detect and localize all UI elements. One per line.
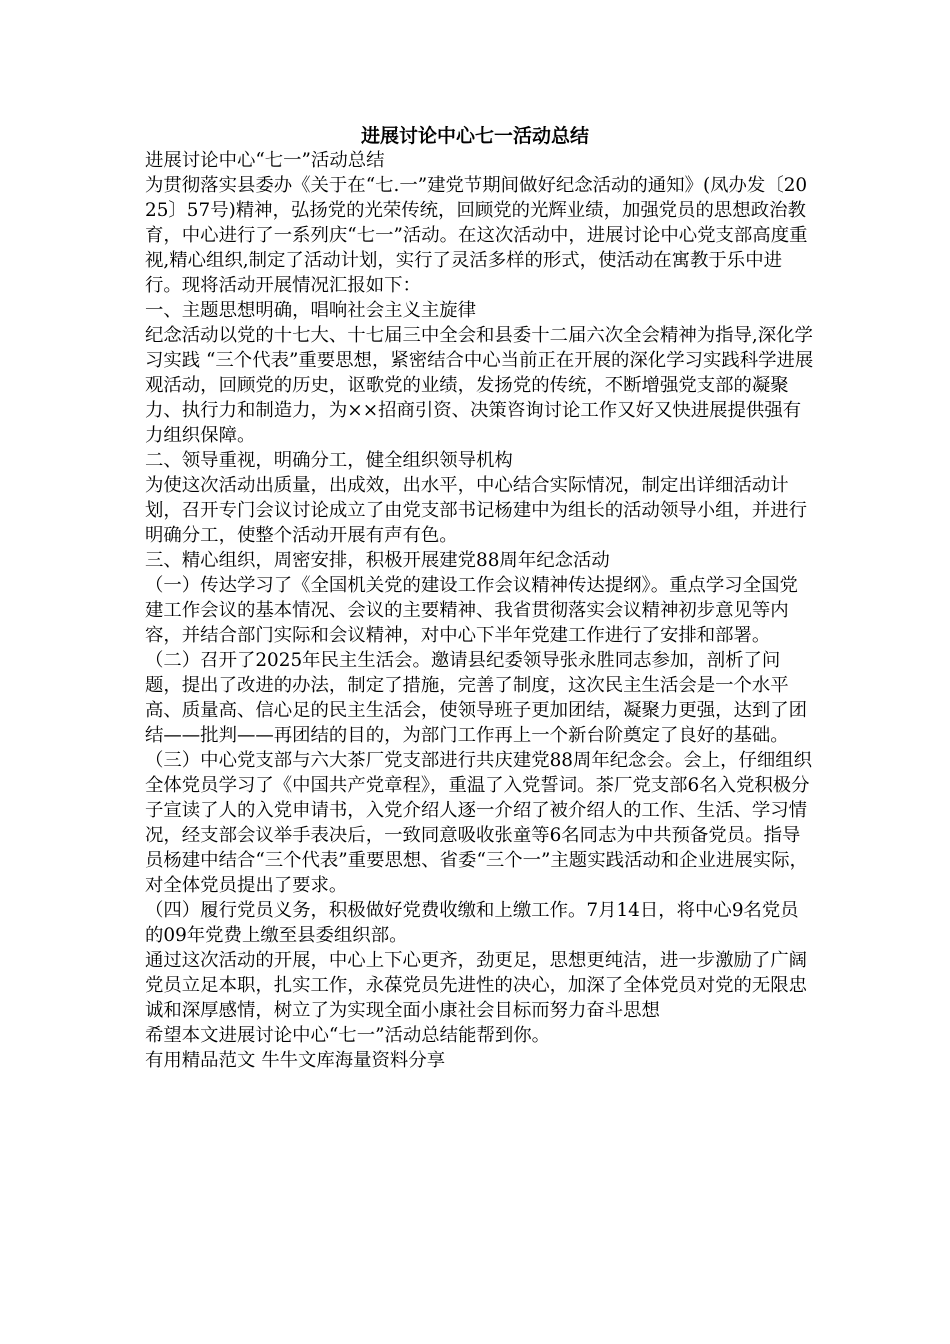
intro-paragraph: 为贯彻落实县委办《关于在“七.一”建党节期间做好纪念活动的通知》(凤办发〔2025〕57号)精神，弘扬党的光荣传统，回顾党的光辉业绩，加强党员的思想政治教育，中心进行了一系列庆“七一”活动。在这次活动中，进展讨论中心党支部高度重视,精心组织,制定了活动计划，实行了灵活多样的形式，使活动在寓教于乐中进行。现将活动开展情况汇报如下： <box>145 175 808 296</box>
subsection-2-paragraph: （二）召开了2025年民主生活会。邀请县纪委领导张永胜同志参加，剖析了问题，提出了改进的办法，制定了措施，完善了制度，这次民主生活会是一个水平高、质量高、信心足的民主生活会，使领导班子更加团结，凝聚力更强，达到了团结——批判——再团结的目的，为部门工作再上一个新台阶奠定了良好的基础。 <box>145 650 808 746</box>
document-body <box>145 148 815 1073</box>
section-heading-2: 二、领导重视，明确分工，健全组织领导机构 <box>145 450 513 471</box>
subsection-3-paragraph: （三）中心党支部与六大茶厂党支部进行共庆建党88周年纪念会。会上，仔细组织全体党员学习了《中国共产党章程》，重温了入党誓词。茶厂党支部6名入党积极分子宣读了人的入党申请书，入党介绍人逐一介绍了被介绍人的工作、生活、学习情况，经支部会议举手表决后，一致同意吸收张童等6名同志为中共预备党员。指导员杨建中结合“三个代表”重要思想、省委“三个一”主题实践活动和企业进展实际，对全体党员提出了要求。 <box>145 750 813 896</box>
section-heading-1: 一、主题思想明确，唱响社会主义主旋律 <box>145 300 477 321</box>
section-2-paragraph: 为使这次活动出质量，出成效，出水平，中心结合实际情况，制定出详细活动计划，召开专门会议讨论成立了由党支部书记杨建中为组长的活动领导小组，并进行明确分工，使整个活动开展有声有色。 <box>145 475 808 546</box>
footer-paragraph: 有用精品范文 牛牛文库海量资料分享 <box>145 1050 446 1071</box>
subsection-1-paragraph: （一）传达学习了《全国机关党的建设工作会议精神传达提纲》。重点学习全国党建工作会议的基本情况、会议的主要精神、我省贯彻落实会议精神初步意见等内容，并结合部门实际和会议精神，对中心下半年党建工作进行了安排和部署。 <box>145 575 798 646</box>
section-1-paragraph: 纪念活动以党的十七大、十七届三中全会和县委十二届六次全会精神为指导,深化学习实践 “三个代表”重要思想，紧密结合中心当前正在开展的深化学习实践科学进展观活动，回顾党的历史，讴歌党的业绩，发扬党的传统，不断增强党支部的凝聚力、执行力和制造力，为××招商引资、决策咨询讨论工作又好又快进展提供强有力组织保障。 <box>145 325 814 446</box>
subtitle-paragraph: 进展讨论中心“七一”活动总结 <box>145 150 385 171</box>
section-heading-3: 三、精心组织，周密安排，积极开展建党88周年纪念活动 <box>145 550 610 571</box>
subsection-4-paragraph: （四）履行党员义务，积极做好党费收缴和上缴工作。7月14日，将中心9名党员的09年党费上缴至县委组织部。 <box>145 900 799 946</box>
document-title: 进展讨论中心七一活动总结 <box>360 125 589 147</box>
conclusion-paragraph: 通过这次活动的开展，中心上下心更齐，劲更足，思想更纯洁，进一步激励了广阔党员立足本职，扎实工作，永葆党员先进性的决心，加深了全体党员对党的无限忠诚和深厚感情，树立了为实现全面小康社会目标而努力奋斗思想 <box>145 950 808 1021</box>
closing-paragraph: 希望本文进展讨论中心“七一”活动总结能帮到你。 <box>145 1025 551 1046</box>
